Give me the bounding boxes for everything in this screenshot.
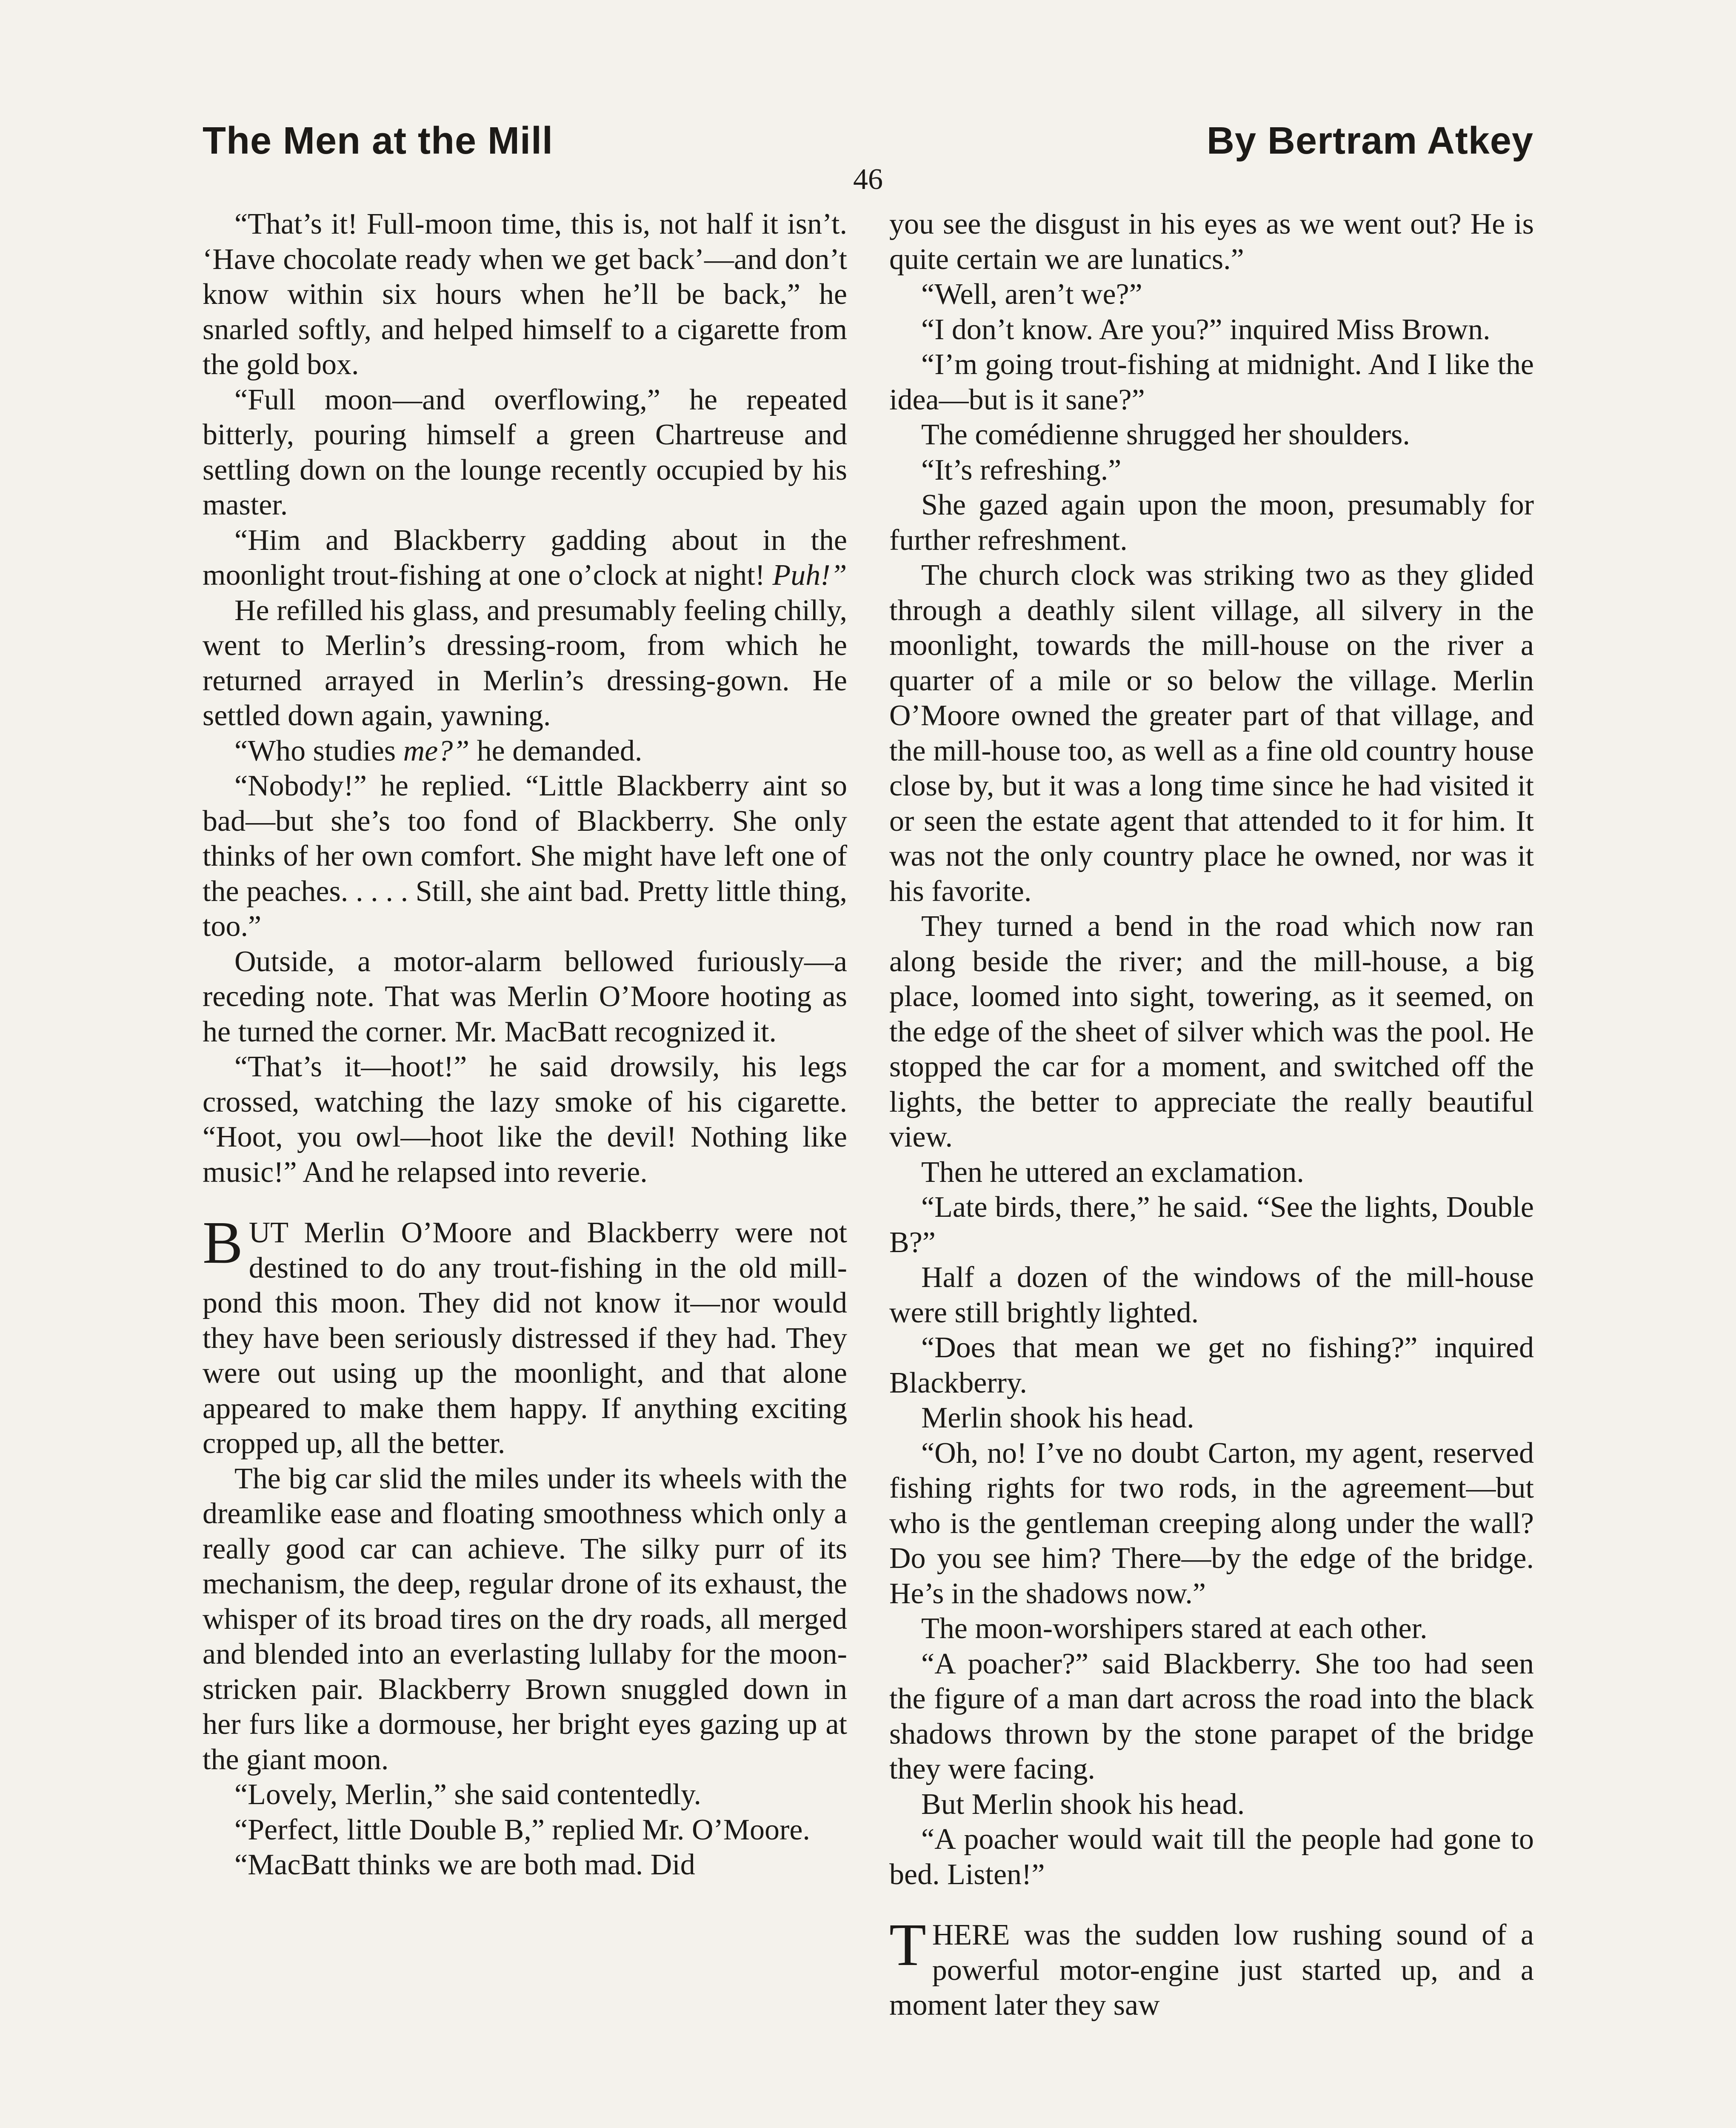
paragraph: “I’m going trout-fishing at midnight. And I like the idea—but is it sane?” [889,348,1534,416]
paragraph: Half a dozen of the windows of the mill-house were still brightly lighted. [889,1261,1534,1329]
paragraph: “A poacher?” said Blackberry. She too had seen the figure of a man dart across the road into the black shadows thrown by the stone parapet of the bridge they were facing. [889,1647,1534,1785]
right-column [889,207,1534,2023]
paragraph: The big car slid the miles under its wheels with the dreamlike ease and floating smoothness which only a really good car can achieve. The silky purr of its mechanism, the deep, regular drone of its exhaust, the whisper of its broad tires on the dry roads, all merged and blended into an everlasting lullaby for the moon-stricken pair. Blackberry Brown snuggled down in her furs like a dormouse, her bright eyes gazing up at the giant moon. [203,1462,847,1776]
paragraph: “Oh, no! I’ve no doubt Carton, my agent, reserved fishing rights for two rods, in the agreement—but who is the gentleman creeping along under the wall? Do you see him? There—by the edge of the bridge. He’s in the shadows now.” [889,1436,1534,1610]
paragraph: “I don’t know. Are you?” inquired Miss Brown. [921,313,1490,346]
paragraph: She gazed again upon the moon, presumably for further refreshment. [889,489,1534,557]
paragraph: Merlin shook his head. [921,1402,1194,1434]
running-header [203,119,1533,163]
paragraph: “Lovely, Merlin,” she said contentedly. [234,1778,701,1811]
paragraph: He refilled his glass, and presumably feeling chilly, went to Merlin’s dressing-room, from which he returned arrayed in Merlin’s dressing-gown. He settled down again, yawning. [203,594,847,732]
section-opening-paragraph [889,1911,1534,2023]
paragraph: “Full moon—and overflowing,” he repeated bitterly, pouring himself a green Chartreuse and settling down on the lounge recently occupied by his master. [203,383,847,521]
section-opening-paragraph [203,1209,847,1462]
paragraph-text: “Him and Blackberry gadding about in the moonlight trout-fishing at one o’clock at night! [203,523,847,592]
left-column [203,207,847,1883]
paragraph: “That’s it—hoot!” he said drowsily, his legs crossed, watching the lazy smoke of his cigarette. “Hoot, you owl—hoot like the devil! Nothing like music!” And he relapsed into reverie. [203,1050,847,1189]
drop-cap: T [889,1911,926,1978]
paragraph: “Late birds, there,” he said. “See the lights, Double B?” [889,1191,1534,1259]
paragraph: “Does that mean we get no fishing?” inquired Blackberry. [889,1331,1534,1399]
paragraph: Outside, a motor-alarm bellowed furiously—a receding note. That was Merlin O’Moore hooting as he turned the corner. Mr. MacBatt recognized it. [203,945,847,1048]
paragraph: Then he uttered an exclamation. [921,1156,1304,1189]
paragraph: “That’s it! Full-moon time, this is, not half it isn’t. ‘Have chocolate ready when we get back’—and don’t know within six hours when he’ll be back,” he snarled softly, and helped himself to a cigarette from the gold box. [203,208,847,381]
paragraph: The church clock was striking two as they glided through a deathly silent village, all silvery in the moonlight, towards the mill-house on the river a quarter of a mile or so below the village. Merlin O’Moore owned the greater part of that village, and the mill-house too, as well as a fine old country house close by, but it was a long time since he had visited it or seen the estate agent that attended to it for him. It was not the only country place he owned, nor was it his favorite. [889,559,1534,908]
author-byline: By Bertram Atkey [1207,120,1533,162]
paragraph: “Nobody!” he replied. “Little Blackberry aint so bad—but she’s too fond of Blackberry. She only thinks of her own comfort. She might have left one of the peaches. . . . . Still, she aint bad. Pretty little thing, too.” [203,769,847,943]
paragraph [203,734,847,769]
story-title: The Men at the Mill [203,120,554,162]
paragraph [203,523,847,593]
paragraph-text: “Who studies [234,734,396,767]
drop-cap: B [203,1209,243,1276]
italic-word: me?” [403,734,470,767]
paragraph: “Perfect, little Double B,” replied Mr. O’Moore. [234,1813,810,1846]
paragraph: “Well, aren’t we?” [921,278,1142,311]
page-number: 46 [853,163,883,196]
paragraph: The comédienne shrugged her shoulders. [921,418,1410,451]
paragraph: “It’s refreshing.” [921,453,1122,486]
paragraph-text: he demanded. [477,734,642,767]
paragraph: The moon-worshipers stared at each other. [921,1612,1428,1645]
continued-paragraph: you see the disgust in his eyes as we went out? He is quite certain we are lunatics.” [889,208,1534,276]
paragraph: “A poacher would wait till the people had gone to bed. Listen!” [889,1823,1534,1891]
paragraph-text: UT Merlin O’Moore and Blackberry were not destined to do any trout-fishing in the old mill-pond this moon. They did not know it—nor would they have been seriously distressed if they had. They were out using up the moonlight, and that alone appeared to make them happy. If anything exciting cropped up, all the better. [203,1216,847,1460]
paragraph-text: HERE was the sudden low rushing sound of a powerful motor-engine just started up, and a moment later they saw [889,1919,1534,2022]
paragraph: But Merlin shook his head. [921,1788,1245,1821]
italic-exclamation: Puh!” [772,559,847,592]
paragraph: They turned a bend in the road which now ran along beside the river; and the mill-house, a big place, loomed into sight, towering, as it seemed, on the edge of the sheet of silver which was the pool. He stopped the car for a moment, and switched off the lights, the better to appreciate the really beautiful view. [889,910,1534,1153]
paragraph: “MacBatt thinks we are both mad. Did [234,1848,695,1881]
